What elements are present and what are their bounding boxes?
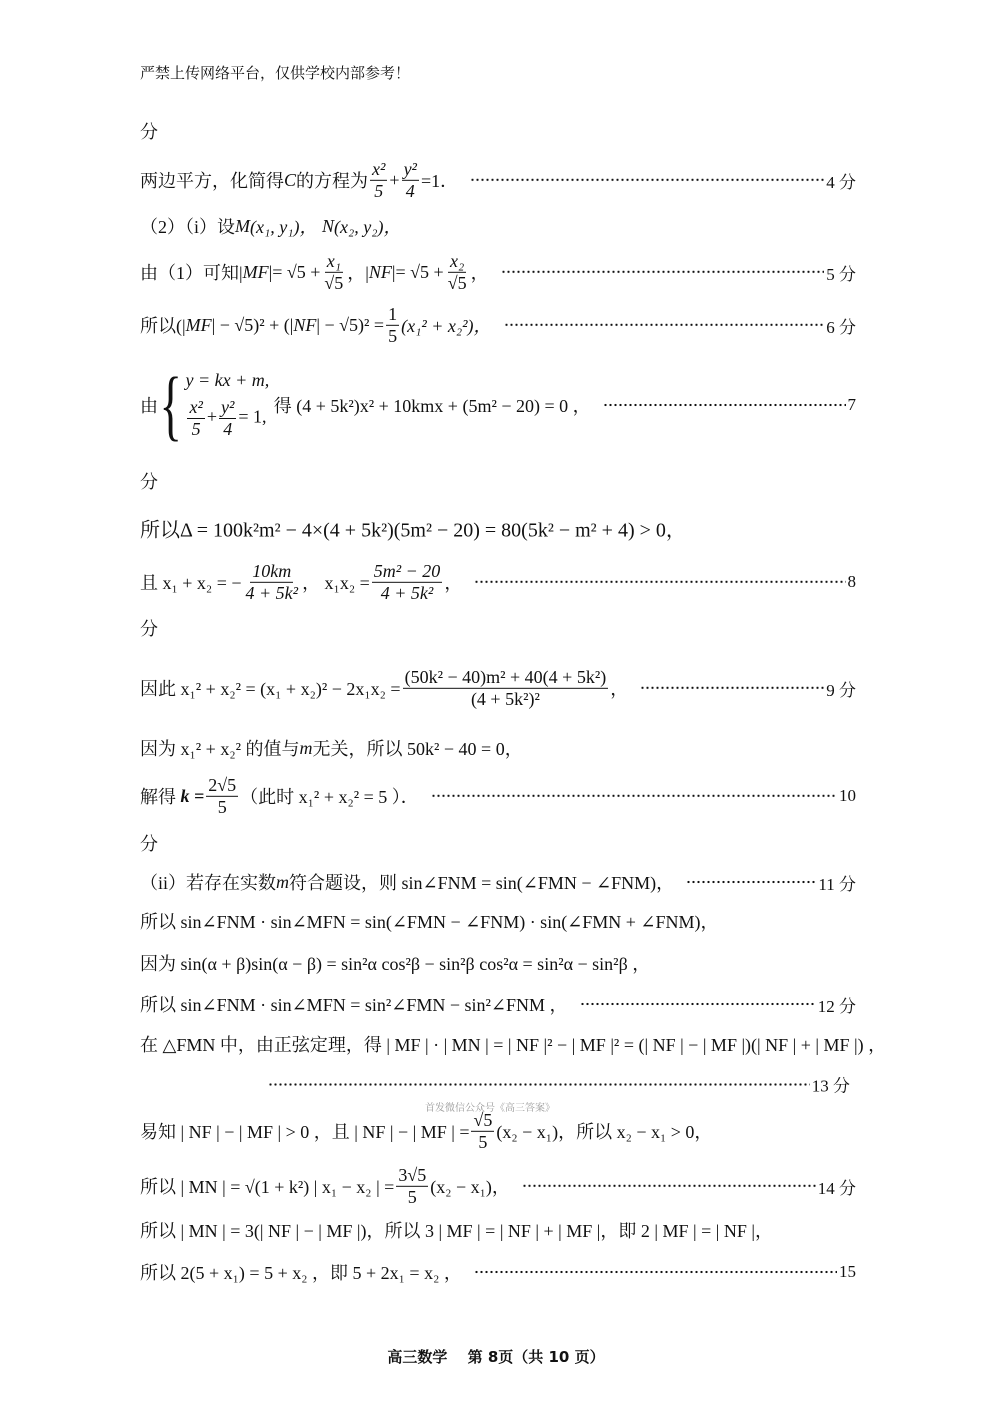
line <box>140 1110 856 1152</box>
text: = 1, <box>238 406 267 427</box>
text: 所以 | MN | = 3(| NF | − | MF |)，所以 3 | MF | = | NF | + | MF |，即 2 | MF | = | NF |， <box>140 1221 773 1241</box>
fraction <box>396 1165 428 1207</box>
text: 所以(| <box>140 316 186 336</box>
dot-leader <box>504 323 825 327</box>
text: NF <box>368 261 392 282</box>
text: (x₁, y₁)， <box>250 217 318 237</box>
line <box>140 361 856 448</box>
denominator: 5 <box>191 419 201 439</box>
text: 分 <box>140 834 158 854</box>
text: (x₂ − x₁)，所以 x₂ − x₁ > 0， <box>496 1122 713 1142</box>
text: 两边平方，化简得 <box>140 171 284 191</box>
brace: { <box>159 361 182 448</box>
text: 解得 <box>140 787 176 807</box>
denominator: 5 <box>217 796 227 817</box>
text: NF <box>293 314 317 335</box>
text: k = <box>180 785 205 806</box>
fraction <box>471 1110 494 1152</box>
fraction <box>187 397 204 439</box>
equation-system <box>158 361 270 448</box>
line <box>268 1072 850 1097</box>
score: 14 分 <box>817 1178 856 1198</box>
dot-leader <box>470 178 824 182</box>
dot-leader <box>431 794 837 798</box>
numerator: x² <box>189 397 203 418</box>
denominator: 4 <box>405 180 415 201</box>
text: ， <box>470 263 489 283</box>
text: m <box>299 737 313 758</box>
fraction <box>206 775 238 817</box>
line <box>140 304 856 346</box>
text: |= √5 + <box>268 261 321 282</box>
denominator: 4 + 5k² <box>380 582 434 603</box>
dot-leader <box>603 403 846 407</box>
equation: y = kx + m, <box>185 370 270 391</box>
text: 所以 2(5 + x₁) = 5 + x₂ ，即 5 + 2x₁ = x₂ ， <box>140 1263 462 1283</box>
dot-leader <box>640 686 824 690</box>
text: 分 <box>140 122 158 142</box>
score: 15 <box>839 1262 856 1281</box>
text: 且 x₁ + x₂ = − <box>140 573 242 593</box>
line <box>140 159 856 201</box>
line <box>140 1217 856 1243</box>
text: ， <box>444 573 463 593</box>
numerator: x₂ <box>450 250 465 271</box>
text: N <box>322 215 335 236</box>
text: 所以 sin∠FNM · sin∠MFN = sin²∠FMN − sin²∠FNM ， <box>140 995 568 1015</box>
denominator: 5 <box>478 1131 488 1152</box>
text: MF <box>242 261 269 282</box>
text: + <box>389 169 400 190</box>
fraction <box>386 304 399 346</box>
fraction <box>402 159 419 201</box>
score: 12 分 <box>817 996 856 1016</box>
numerator: y² <box>221 397 235 418</box>
line <box>140 667 856 709</box>
score: 7 <box>847 395 856 414</box>
line <box>140 615 856 641</box>
text: （2）（i）设 <box>140 217 236 237</box>
text: ， x₁x₂ = <box>302 573 370 593</box>
denominator: 4 <box>223 419 233 439</box>
text: 所以Δ = 100k²m² − 4×(4 + 5k²)(5m² − 20) = 80(5k² − m² + 4) > 0， <box>140 519 686 542</box>
numerator: 1 <box>388 303 398 324</box>
text: 因此 x₁² + x₂² = (x₁ + x₂)² − 2x₁x₂ = <box>140 679 401 699</box>
line <box>140 514 856 543</box>
text: 分 <box>140 619 158 639</box>
text: 所以 | MN | = √(1 + k²) | x₁ − x₂ | = <box>140 1177 395 1197</box>
text: （ii）若存在实数 <box>140 873 277 893</box>
text: 符合题设，则 sin∠FNM = sin(∠FMN − ∠FNM)， <box>289 873 675 893</box>
dot-leader <box>501 270 825 274</box>
text: | − √5)² = <box>316 314 385 335</box>
fraction <box>244 561 301 603</box>
dot-leader <box>580 1002 816 1006</box>
text: =1． <box>420 171 459 191</box>
text: | − √5)² + (| <box>211 314 294 335</box>
text: 所以 sin∠FNM · sin∠MFN = sin(∠FMN − ∠FNM) · sin(∠FMN + ∠FNM)， <box>140 912 719 932</box>
denominator: 5 <box>374 180 384 201</box>
text: 因为 x₁² + x₂² 的值与 <box>140 739 300 759</box>
text: 易知 | NF | − | MF | > 0 ，且 | NF | − | MF | = <box>140 1122 470 1142</box>
denominator: (4 + 5k²)² <box>470 688 540 709</box>
line <box>140 1031 887 1057</box>
line <box>140 1259 856 1285</box>
numerator: x² <box>372 158 386 179</box>
text: ， <box>610 679 629 699</box>
score: 9 分 <box>826 680 856 700</box>
fraction <box>370 159 387 201</box>
numerator: 5m² − 20 <box>373 560 441 581</box>
score: 8 <box>847 572 856 591</box>
text: 由（1）可知| <box>140 263 243 283</box>
text: (x₂, y₂)， <box>334 217 402 237</box>
text: MF <box>185 314 212 335</box>
fraction <box>322 251 345 293</box>
line <box>140 775 856 817</box>
dot-leader <box>474 580 845 584</box>
text: 得 (4 + 5k²)x² + 10kmx + (5m² − 20) = 0 ， <box>273 396 591 416</box>
line <box>140 869 856 895</box>
text: |= √5 + <box>391 261 444 282</box>
line <box>140 735 856 761</box>
denominator: √5 <box>324 272 344 293</box>
numerator: y² <box>403 158 417 179</box>
denominator: 5 <box>407 1186 417 1207</box>
line <box>140 830 856 856</box>
fraction <box>446 251 469 293</box>
fraction <box>372 561 443 603</box>
dot-leader <box>474 1270 837 1274</box>
score: 4 分 <box>826 172 856 192</box>
line <box>140 213 856 239</box>
fraction <box>219 397 236 439</box>
numerator: 10km <box>252 560 292 581</box>
text: (x₁² + x₂²)， <box>401 316 492 336</box>
line <box>140 251 856 293</box>
text: 无关，所以 50k² − 40 = 0， <box>312 739 523 759</box>
text: ，| <box>347 263 369 283</box>
page-footer: 高三数学 第 8页（共 10 页） <box>387 1348 605 1366</box>
numerator: √5 <box>473 1109 493 1130</box>
line <box>140 468 856 494</box>
score: 10 <box>839 786 856 805</box>
score: 13 分 <box>811 1076 850 1096</box>
fraction <box>403 667 609 709</box>
text: 因为 sin(α + β)sin(α − β) = sin²α cos²β − sin²β cos²α = sin²α − sin²β ， <box>140 954 651 974</box>
text: 在 △FMN 中，由正弦定理，得 | MF | · | MN | = | NF |² − | MF |² = (| NF | − | MF |)(| NF | + | MF |) ， <box>140 1035 887 1055</box>
text: 分 <box>140 472 158 492</box>
text: m <box>276 871 290 892</box>
numerator: 2√5 <box>208 774 237 795</box>
numerator: x₁ <box>326 250 341 271</box>
text: C <box>284 169 297 190</box>
text: (x₂ − x₁)， <box>430 1177 510 1197</box>
denominator: 5 <box>388 325 398 346</box>
denominator: 4 + 5k² <box>245 582 299 603</box>
text: 的方程为 <box>296 171 369 191</box>
line <box>140 991 856 1017</box>
score: 5 分 <box>826 264 856 284</box>
score: 6 分 <box>826 317 856 337</box>
dot-leader <box>268 1082 810 1086</box>
score: 11 分 <box>818 874 856 894</box>
text: + <box>206 406 217 427</box>
line <box>140 950 856 976</box>
line <box>140 908 856 934</box>
dot-leader <box>522 1184 816 1188</box>
text: M <box>235 215 251 236</box>
numerator: (50k² − 40)m² + 40(4 + 5k²) <box>404 666 607 687</box>
line <box>140 561 856 603</box>
denominator: √5 <box>447 272 467 293</box>
watermark: 首发微信公众号《高三答案》 <box>425 1103 555 1114</box>
text: 由 <box>140 396 158 416</box>
header-notice: 严禁上传网络平台，仅供学校内部参考！ <box>140 64 411 82</box>
dot-leader <box>686 880 816 884</box>
line <box>140 1165 856 1207</box>
numerator: 3√5 <box>398 1164 427 1185</box>
line <box>140 118 856 144</box>
text: （此时 x₁² + x₂² = 5 ）． <box>240 787 419 807</box>
